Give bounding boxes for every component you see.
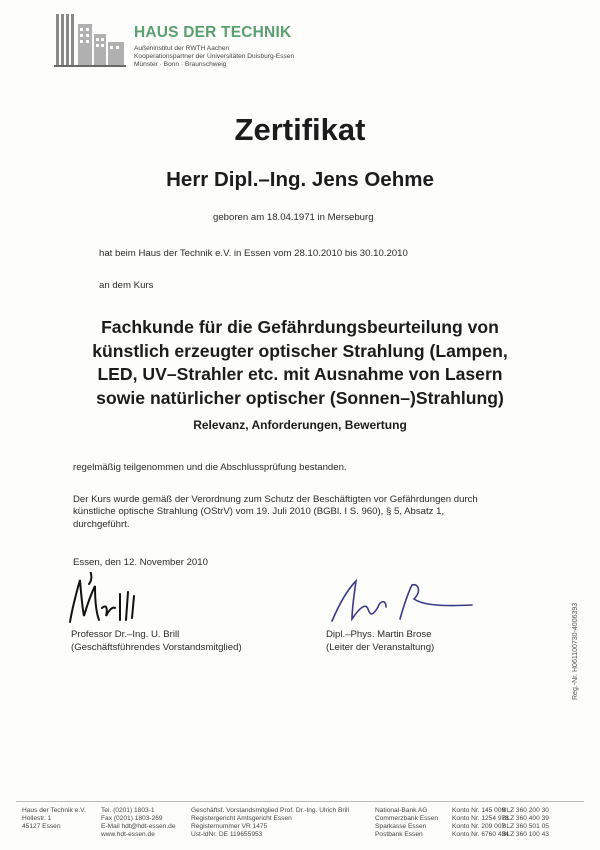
brand-sub-line: Kooperationspartner der Universitäten Duisburg-Essen [134,53,295,60]
footer-line: BLZ 360 501 05 [502,823,549,830]
signature-brose [326,577,476,625]
footer-line: Haus der Technik e.V. [22,807,86,814]
certificate-title: Zertifikat [234,112,366,147]
legal-line: künstliche optische Strahlung (OStrV) vom 19. Juli 2010 (BGBl. I S. 960), § 5, Absatz 1, [73,506,445,518]
footer-line: BLZ 360 400 39 [502,815,549,822]
birth-info: geboren am 18.04.1971 in Merseburg [213,212,374,223]
course-intro: an dem Kurs [99,280,154,291]
completion-statement: regelmäßig teilgenommen und die Abschlussprüfung bestanden. [73,462,347,473]
footer-line: Konto Nr. 1254 978 [452,815,509,822]
footer-line: Commerzbank Essen [375,815,439,822]
brand-sub-line: Münster · Bonn · Braunschweig [134,61,227,68]
legal-line: Der Kurs wurde gemäß der Verordnung zum Schutz der Beschäftigten vor Gefährdungen durch [73,494,478,505]
registration-number: Reg.-Nr. H061100730-4006393 [572,602,579,700]
footer-banks [375,807,438,839]
course-title-line: künstlich erzeugter optischer Strahlung (Lampen, [92,340,508,361]
course-title-line: Fachkunde für die Gefährdungsbeurteilung von [101,317,499,337]
footer-line: Konto Nr. 209 007 [452,823,506,830]
footer-line: Geschäftsf. Vorstandsmitglied Prof. Dr.-Ing. Ulrich Brill [191,807,349,814]
footer-divider [16,801,584,802]
footer-blz [502,807,549,839]
signer-brose [326,628,434,654]
legal-statement [73,494,513,531]
course-title-line: sowie natürlicher optischer (Sonnen–)Strahlung) [96,387,504,408]
footer-line: Konto Nr. 6760 434 [452,831,509,838]
signer-name: Dipl.–Phys. Martin Brose [326,629,432,640]
footer-line: Fax (0201) 1803-269 [101,815,163,822]
footer-line: BLZ 360 200 30 [502,807,549,814]
footer-accounts [452,807,509,839]
footer-website[interactable]: www.hdt-essen.de [101,831,155,838]
building-logo-icon [52,12,128,68]
legal-line: durchgeführt. [73,518,130,530]
footer-line: Hollestr. 1 [22,815,52,822]
attendance-info: hat beim Haus der Technik e.V. in Essen vom 28.10.2010 bis 30.10.2010 [99,248,408,259]
place-date: Essen, den 12. November 2010 [73,557,208,568]
signer-role: (Leiter der Veranstaltung) [326,642,435,653]
footer-email[interactable]: E-Mail hdt@hdt-essen.de [101,823,176,830]
footer-line: Registernummer VR 1475 [191,823,268,830]
footer-line: National-Bank AG [375,807,428,814]
signer-role: (Geschäftsführendes Vorstandsmitglied) [71,642,242,653]
brand-subtitle [134,45,294,69]
recipient-name: Herr Dipl.–Ing. Jens Oehme [166,168,434,191]
course-title-line: LED, UV–Strahler etc. mit Ausnahme von Lasern [97,364,503,384]
course-subtitle: Relevanz, Anforderungen, Bewertung [193,418,407,432]
footer-registry [191,807,349,839]
footer-contact [101,807,176,839]
signer-name: Professor Dr.–Ing. U. Brill [71,629,180,640]
footer-line: Registergericht Amtsgericht Essen [191,815,292,822]
footer-line: Konto Nr. 145 009 [452,807,506,814]
footer-line: Sparkasse Essen [375,823,427,830]
signature-brill [62,572,154,630]
footer-line: Ust-IdNr. DE 119655953 [191,831,263,838]
signer-brill [71,628,242,654]
footer-line: BLZ 360 100 43 [502,831,549,838]
footer-line: Tel. (0201) 1803-1 [101,807,155,814]
footer-line: 45127 Essen [22,823,61,830]
brand-name: HAUS DER TECHNIK [134,24,292,41]
course-title [0,316,600,410]
brand-sub-line: Außeninstitut der RWTH Aachen [134,45,230,52]
footer-address [22,807,86,831]
footer-line: Postbank Essen [375,831,423,838]
